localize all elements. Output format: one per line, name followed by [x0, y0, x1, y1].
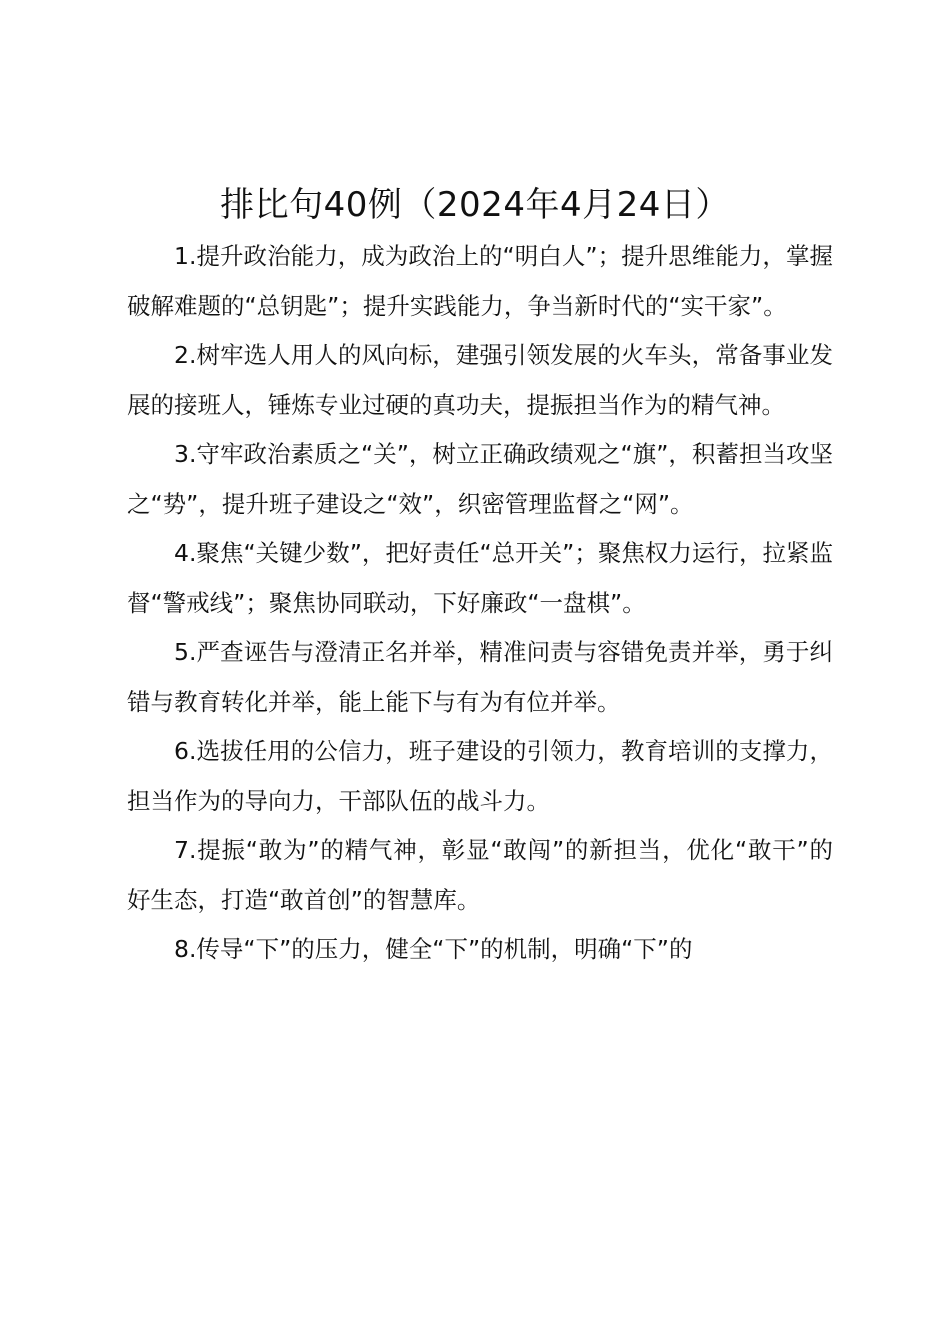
paragraph-6: 6.选拔任用的公信力，班子建设的引领力，教育培训的支撑力，担当作为的导向力，干部队伍的战斗力。 [127, 737, 833, 815]
document-body [127, 232, 833, 975]
paragraph-8: 8.传导“下”的压力，健全“下”的机制，明确“下”的 [174, 935, 693, 963]
document-title: 排比句40例（2024年4月24日） [220, 185, 730, 225]
paragraph-1: 1.提升政治能力，成为政治上的“明白人”；提升思维能力，掌握破解难题的“总钥匙”；提升实践能力，争当新时代的“实干家”。 [127, 242, 833, 320]
paragraph-5: 5.严查诬告与澄清正名并举，精准问责与容错免责并举，勇于纠错与教育转化并举，能上能下与有为有位并举。 [127, 638, 833, 716]
paragraph-4: 4.聚焦“关键少数”，把好责任“总开关”；聚焦权力运行，拉紧监督“警戒线”；聚焦协同联动，下好廉政“一盘棋”。 [127, 539, 833, 617]
paragraph-3: 3.守牢政治素质之“关”，树立正确政绩观之“旗”，积蓄担当攻坚之“势”，提升班子建设之“效”，织密管理监督之“网”。 [127, 440, 833, 518]
paragraph-2: 2.树牢选人用人的风向标，建强引领发展的火车头，常备事业发展的接班人，锤炼专业过硬的真功夫，提振担当作为的精气神。 [127, 341, 833, 419]
paragraph-7: 7.提振“敢为”的精气神，彰显“敢闯”的新担当，优化“敢干”的好生态，打造“敢首创”的智慧库。 [127, 836, 833, 914]
